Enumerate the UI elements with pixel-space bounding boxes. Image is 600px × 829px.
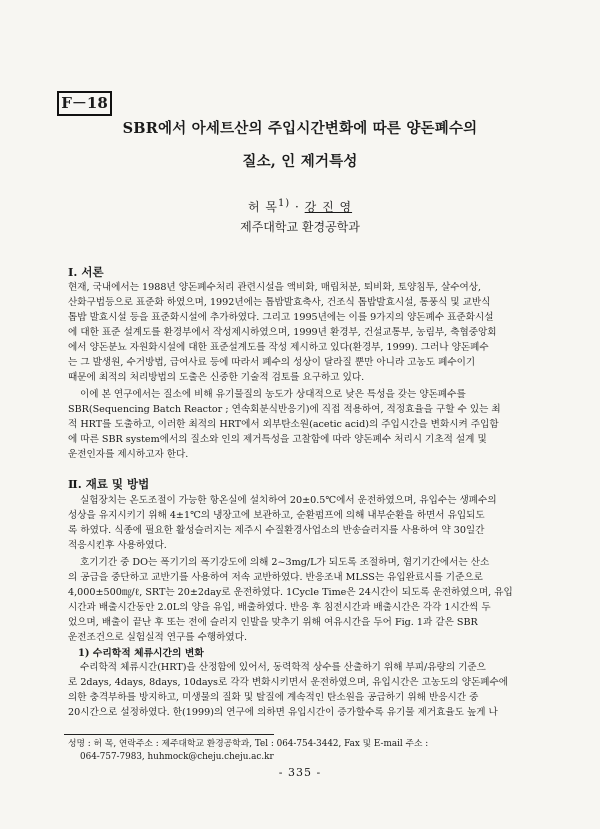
text-line: 4,000±500㎎/ℓ, SRT는 20±2day로 운전하였다. 1Cycle Time은 24시간이 되도록 운전하였으며, 유입 [68, 587, 513, 598]
methods-paragraph-1 [68, 493, 532, 553]
text-line: 의한 충격부하를 방지하고, 미생물의 질화 및 탈질에 계속적인 탄소원을 공급하기 위해 반응시간 중 [68, 692, 479, 703]
text-line: SBR(Sequencing Batch Reactor ; 연속회분식반응기)에 직접 적용하여, 적정효율을 구할 수 있는 최 [68, 404, 501, 415]
session-code-box: F－18 [57, 91, 112, 116]
text-line: 때문에 최적의 처리방법의 도출은 신중한 기술적 검토를 요구하고 있다. [68, 372, 365, 383]
text-line: 는 그 발생원, 수거방법, 급여사료 등에 따라서 폐수의 성상이 달라질 뿐만 아니라 고농도 폐수이기 [68, 357, 476, 368]
footnote-divider [64, 734, 274, 735]
author-line [60, 198, 540, 215]
text-line: 산화구법등으로 표준화 하였으며, 1992년에는 톱밥발효축사, 건조식 톱밥발효시설, 통풍식 및 교반식 [68, 297, 491, 308]
author-1: 허 목 [247, 200, 278, 214]
text-line: 로 2days, 4days, 8days, 10days로 각각 변화시키면서 운전하였으며, 유입시간은 고농도의 양돈폐수에 [68, 677, 509, 688]
title-line-2: 질소, 인 제거특성 [242, 153, 358, 170]
text-line: 에 따른 SBR system에서의 질소와 인의 제거특성을 고찰함에 따라 양돈폐수 처리시 기초적 설계 및 [68, 434, 487, 445]
footnote-line: 성명 : 허 목, 연락주소 : 제주대학교 환경공학과, Tel : 064-754-3442, Fax 및 E-mail 주소 : [68, 739, 429, 749]
intro-paragraph-1 [68, 280, 532, 385]
text-line: 20시간으로 설정하였다. 한(1999)의 연구에 의하면 유입시간이 증가할수록 유기물 제거효율도 높게 나 [68, 707, 498, 718]
text-line: 의 공급을 중단하고 교반기를 사용하여 저속 교반하였다. 반응조내 MLSS는 유입완료시를 기준으로 [68, 572, 483, 583]
text-line: 실험장치는 온도조절이 가능한 항온실에 설치하여 20±0.5℃에서 운전하였으며, 유입수는 생폐수의 [80, 495, 497, 506]
footnote [68, 738, 538, 764]
text-line: 에서 양돈분뇨 자원화시설에 대한 표준설계도를 작성 제시하고 있다(환경부, 1999). 그러나 양돈폐수 [68, 342, 489, 353]
text-line: 현재, 국내에서는 1988년 양돈폐수처리 관련시설을 액비화, 매립처분, 퇴비화, 토양침투, 살수여상, [68, 282, 482, 293]
author-separator: · [290, 200, 305, 214]
affiliation: 제주대학교 환경공학과 [240, 220, 360, 234]
intro-paragraph-2 [68, 387, 532, 462]
text-line: 록 하였다. 식종에 필요한 활성슬러지는 제주시 수질환경사업소의 반송슬러지를 사용하여 약 30일간 [68, 525, 485, 536]
text-line: 시간과 배출시간동안 2.0L의 양을 유입, 배출하였다. 반응 후 침전시간과 배출시간은 각각 1시간씩 두 [68, 602, 491, 613]
page-number: - 335 - [278, 766, 322, 779]
author-2: 강 진 영 [304, 200, 353, 214]
text-line: 었으며, 배출이 끝난 후 또는 전에 슬러지 인발을 맞추기 위해 여유시간을 두어 Fig. 1과 같은 SBR [68, 617, 478, 628]
text-line: 적 HRT를 도출하고, 이러한 최적의 HRT에서 외부탄소원(acetic acid)의 주입시간을 변화시켜 주입함 [68, 419, 499, 430]
text-line: 톱밥 발효시설 등을 표준화시설에 추가하였다. 그리고 1995년에는 이를 9가지의 양돈폐수 표준화시설 [68, 312, 494, 323]
text-line: 이에 본 연구에서는 질소에 비해 유기물질의 농도가 상대적으로 낮은 특성을 갖는 양돈폐수를 [80, 389, 466, 400]
text-line: 운전인자를 제시하고자 한다. [68, 449, 189, 460]
methods-paragraph-3 [68, 660, 532, 720]
author-1-footnote-mark: 1) [277, 198, 291, 209]
text-line: 수리학적 체류시간(HRT)을 산정함에 있어서, 동력학적 상수를 산출하기 위해 부피/유량의 기준으 [80, 662, 486, 673]
subsection-heading-hrt: 1) 수리학적 체류시간의 변화 [78, 648, 204, 659]
section-heading-methods: Ⅱ. 재료 및 방법 [68, 477, 150, 491]
title-line-1: SBR에서 아세트산의 주입시간변화에 따른 양돈폐수의 [122, 120, 478, 137]
text-line: 운전조건으로 실험실적 연구를 수행하였다. [68, 632, 248, 643]
text-line: 호기기간 중 DO는 폭기기의 폭기강도에 의해 2~3mg/L가 되도록 조절하며, 혐기기간에서는 산소 [80, 557, 490, 568]
text-line: 에 대한 표준 설계도를 환경부에서 작성제시하였으며, 1999년 환경부, 건설교통부, 농림부, 축협중앙회 [68, 327, 497, 338]
methods-paragraph-2 [68, 555, 532, 645]
text-line: 적응시킨후 사용하였다. [68, 540, 167, 551]
text-line: 성상을 유지시키기 위해 4±1℃의 냉장고에 보관하고, 순환펌프에 의해 내부순환을 하면서 유입되도 [68, 510, 485, 521]
section-heading-introduction: Ⅰ. 서론 [68, 265, 104, 279]
footnote-line: 064-757-7983, huhmock@cheju.cheju.ac.kr [80, 752, 274, 762]
